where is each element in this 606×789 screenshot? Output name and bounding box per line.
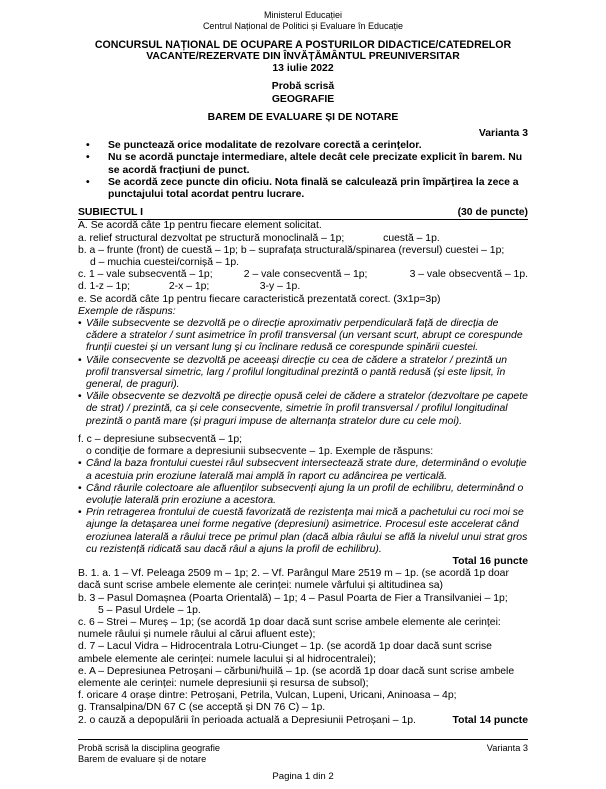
probe-label: Probă scrisă xyxy=(271,81,335,93)
bullet-icon: • xyxy=(78,391,82,403)
bullet-icon: • xyxy=(86,140,90,152)
item-d: d. 1-z – 1p; 2-x – 1p; 3-y – 1p. xyxy=(78,281,301,293)
footer xyxy=(78,739,528,764)
item-a: a. relief structural dezvoltat pe structură monoclinală – 1p; cuestă – 1p. xyxy=(78,232,440,244)
item-b1a: B. 1. a. 1 – Vf. Peleaga 2509 m – 1p; 2. – Vf. Parângul Mare 2519 m – 1p. (se acordă 1p doar dacă sunt scrise ambele elemente ale cerinței: numele vârfului și altitudinea sa) xyxy=(78,568,509,592)
bullet-icon: • xyxy=(78,318,82,330)
item-b2: 2. o cauză a depopulării în perioada actuală a Depresiunii Petroșani – 1p. Total 14 puncte xyxy=(78,714,528,726)
bullet-icon: • xyxy=(78,482,82,494)
rule-item: • Se punctează orice modalitate de rezolvare corectă a cerințelor. xyxy=(86,140,422,152)
item-b1g: g. Transalpina/DN 67 C (se acceptă și DN 76 C) – 1p. xyxy=(78,702,326,714)
title-line-2: VACANTE/REZERVATE DIN ÎNVĂȚĂMÂNTUL PREUNIVERSITAR xyxy=(146,51,460,62)
exam-date: 13 iulie 2022 xyxy=(272,63,334,75)
part-b xyxy=(78,568,528,727)
bullet-icon: • xyxy=(78,458,82,470)
rule-item: • Nu se acordă punctaje intermediare, altele decât cele precizate explicit în barem. Nu se acordă fracțiuni de punct. xyxy=(86,152,523,176)
item-b: b. a – frunte (front) de cuestă – 1p; b – suprafața structurală/spinarea (reversul) cuestei – 1p; xyxy=(78,244,505,256)
title-line-1: CONCURSUL NAȚIONAL DE OCUPARE A POSTURILOR DIDACTICE/CATEDRELOR xyxy=(94,39,512,51)
barem-title: BAREM DE EVALUARE ȘI DE NOTARE xyxy=(207,111,399,123)
examples-label: Exemple de răspuns: xyxy=(78,305,176,317)
bullet-icon: • xyxy=(86,176,90,188)
bullet-icon: • xyxy=(86,152,90,164)
item-b1c: c. 6 – Strei – Mureș – 1p; (se acordă 1p doar dacă sunt scrise ambele elemente ale cerinței: numele râului și numele râului al cărui afluent este); xyxy=(78,616,501,641)
item-b1b: b. 3 – Pasul Domașnea (Poarta Orientală) – 1p; 4 – Pasul Poarta de Fier a Transilvaniei – 1p; xyxy=(78,592,508,604)
example-item: • Prin retragerea frontului de cuestă favorizată de rezistența mai mică a pachetului cu roci moi se ajunge la detașarea unei forme negative (depresiuni) asimetrice. Procesul este accelerat când eroziunea laterală a râului trece pe primul plan (dacă albia râului se află la nivelul unui strat gros cu rezistență ridicată sau dacă râul a ajuns la profil de echilibru). xyxy=(78,507,528,555)
item-f-condition: o condiție de formare a depresiunii subsecvente – 1p. Exemple de răspuns: xyxy=(86,446,434,458)
item-e: e. Se acordă câte 1p pentru fiecare caracteristică prezentată corect. (3x1p=3p) xyxy=(78,293,441,305)
item-b1b-cont: 5 – Pasul Urdele – 1p. xyxy=(98,604,201,616)
footer-variant: Varianta 3 xyxy=(486,743,528,753)
item-b-cont: d – muchia cuestei/cornișă – 1p. xyxy=(90,257,240,269)
part-b-total: Total 14 puncte xyxy=(452,714,528,726)
footer-discipline: Probă scrisă la disciplina geografie xyxy=(78,743,220,753)
footer-barem: Barem de evaluare și de notare xyxy=(78,753,207,764)
item-b1f: f. oricare 4 orașe dintre: Petroșani, Petrila, Vulcan, Lupeni, Uricani, Aninoasa – 4p; xyxy=(78,690,457,702)
example-item: • Văile consecvente se dezvoltă pe aceeași direcție cu cea de cădere a stratelor / prezintă un profil transversal simetric, larg / profilul longitudinal prezintă o pantă redusă (și este lipsit, în general, de praguri). xyxy=(78,354,508,391)
ministry-name: Ministerul Educației xyxy=(263,10,343,20)
part-a xyxy=(78,220,528,568)
center-name: Centrul Național de Politici și Evaluare în Educație xyxy=(202,20,404,31)
example-item: • Când la baza frontului cuestei râul subsecvent intersectează strate dure, determinând o evoluție a acestuia prin eroziune laterală mai amplă în raport cu adâncirea pe verticală. xyxy=(78,458,527,482)
example-item: • Când râurile colectoare ale afluenților subsecvenți ajung la un profil de echilibru, determinând o evoluție laterală prin eroziune a acestora. xyxy=(78,482,524,506)
item-c: c. 1 – vale subsecventă – 1p; 2 – vale consecventă – 1p; 3 – vale obsecventă – 1p. xyxy=(78,269,528,281)
rules-list xyxy=(78,140,528,201)
page-number: Pagina 1 din 2 xyxy=(272,771,334,782)
example-item: • Văile subsecvente se dezvoltă pe o direcție aproximativ perpendiculară față de direcția de cădere a stratelor / sunt asimetrice în profil transversal (un versant scurt, abrupt ce corespunde frunții cuestei și un versant lung și cu înclinare redusă ce corespunde spinării cuestei. xyxy=(78,318,523,354)
item-b1e: e. A – Depresiunea Petroșani – cărbuni/huilă – 1p. (se acordă 1p doar dacă sunt scrise ambele elemente ale cerinței: numele depresiunii și resursa de subsol); xyxy=(78,665,515,689)
item-f: f. c – depresiune subsecventă – 1p; xyxy=(78,433,243,445)
part-a-intro: A. Se acordă câte 1p pentru fiecare element solicitat. xyxy=(78,220,322,232)
bullet-icon: • xyxy=(78,354,82,366)
rule-item: • Se acordă zece puncte din oficiu. Nota finală se calculează prin împărțirea la zece a punctajului total acordat pentru lucrare. xyxy=(86,176,519,201)
bullet-icon: • xyxy=(78,507,82,519)
part-a-total: Total 16 puncte xyxy=(452,555,528,567)
subject-name: GEOGRAFIE xyxy=(271,93,335,105)
subiect-heading: SUBIECTUL I (30 de puncte) xyxy=(78,207,528,220)
item-b1d: d. 7 – Lacul Vidra – Hidrocentrala Lotru-Ciunget – 1p. (se acordă 1p doar dacă sunt scrise ambele elemente ale cerinței: numele lacului și al hidrocentralei); xyxy=(78,641,492,665)
variant-label: Varianta 3 xyxy=(478,128,528,140)
example-item: • Văile obsecvente se dezvoltă pe direcție opusă celei de cădere a stratelor (dezvoltare pe capete de strat) / prezintă, ca și cele consecvente, simetrie în profil transversal / profilul longitudinal prezintă o pantă mare (și praguri impuse de alternanța stratelor dure cu cele moi). xyxy=(78,391,528,427)
